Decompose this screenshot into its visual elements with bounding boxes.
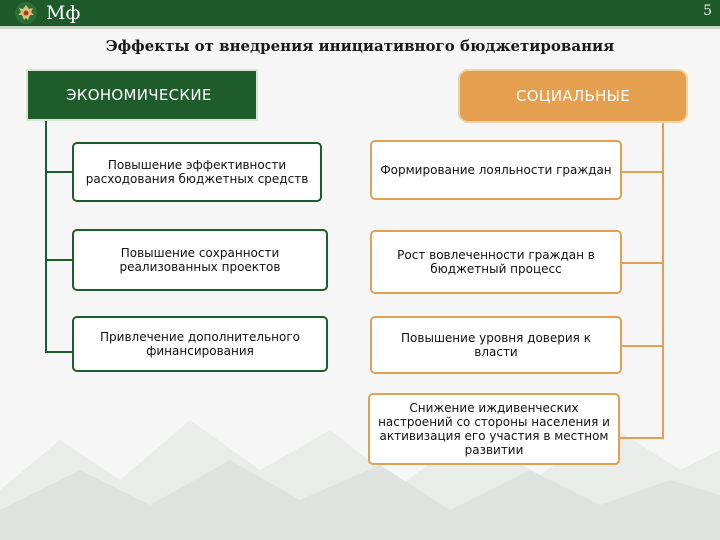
social-item-2-text: Рост вовлеченности граждан в бюджетный процесс xyxy=(397,248,595,276)
social-item-4 xyxy=(368,393,620,465)
social-connector-4 xyxy=(620,437,662,439)
page-title: Эффекты от внедрения инициативного бюджетирования xyxy=(105,37,615,55)
economic-connector-2 xyxy=(45,259,72,261)
economic-header xyxy=(26,69,258,121)
social-item-3-text: Повышение уровня доверия к власти xyxy=(401,331,591,359)
economic-item-3-text: Привлечение дополнительного финансирования xyxy=(100,330,300,358)
social-connector-3 xyxy=(622,345,662,347)
economic-item-3 xyxy=(72,316,328,372)
social-connector-1 xyxy=(622,171,662,173)
social-item-2 xyxy=(370,230,622,294)
social-item-1 xyxy=(370,140,622,200)
social-item-3 xyxy=(370,316,622,374)
economic-item-1 xyxy=(72,142,322,202)
social-connector-vertical xyxy=(662,123,664,439)
economic-item-2-text: Повышение сохранности реализованных проектов xyxy=(119,246,281,274)
ministry-logo: Мф xyxy=(46,2,81,24)
economic-connector-3 xyxy=(45,351,72,353)
topbar-divider xyxy=(0,26,720,29)
social-item-4-text: Снижение иждивенческих настроений со стороны населения и активизация его участия в местном развитии xyxy=(378,401,610,457)
economic-header-label: ЭКОНОМИЧЕСКИЕ xyxy=(66,86,212,104)
economic-connector-vertical xyxy=(45,121,47,353)
economic-item-2 xyxy=(72,229,328,291)
social-item-1-text: Формирование лояльности граждан xyxy=(380,163,612,177)
economic-connector-1 xyxy=(45,171,72,173)
economic-item-1-text: Повышение эффективности расходования бюджетных средств xyxy=(85,158,309,186)
social-header xyxy=(458,69,688,123)
page-number: 5 xyxy=(703,3,712,19)
coat-of-arms-icon xyxy=(14,1,38,25)
top-bar xyxy=(0,0,720,26)
social-header-label: СОЦИАЛЬНЫЕ xyxy=(516,87,630,105)
social-connector-2 xyxy=(622,262,662,264)
